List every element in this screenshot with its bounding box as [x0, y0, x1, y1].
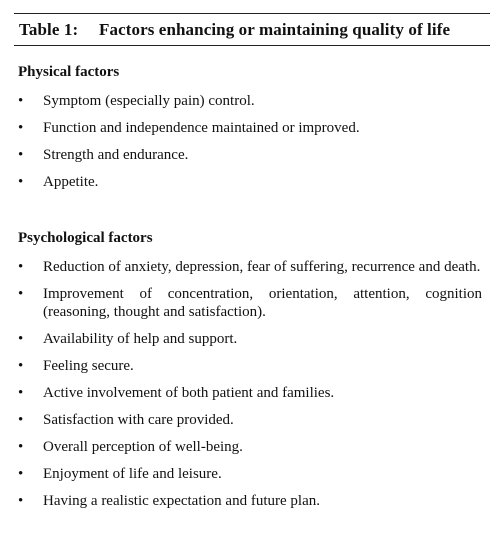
- list-item-text: Symptom (especially pain) control.: [43, 93, 255, 109]
- list-item-text: Availability of help and support.: [43, 331, 238, 347]
- bullet-icon: •: [18, 147, 24, 163]
- list-item: [18, 438, 482, 456]
- bullet-icon: •: [18, 466, 24, 482]
- psychological-factors-heading: Psychological factors: [18, 230, 153, 246]
- list-item-text: Strength and endurance.: [43, 147, 189, 163]
- list-item: [18, 357, 482, 375]
- list-item: [18, 285, 482, 321]
- bullet-icon: •: [18, 331, 24, 347]
- list-item-text: Feeling secure.: [43, 358, 134, 374]
- bullet-icon: •: [18, 385, 24, 401]
- bullet-icon: •: [18, 439, 24, 455]
- list-item: [18, 258, 482, 276]
- list-item: [18, 173, 482, 191]
- psychological-factors-list: [18, 258, 482, 519]
- list-item: [18, 92, 482, 110]
- bullet-icon: •: [18, 358, 24, 374]
- table-caption-block: [12, 13, 490, 46]
- list-item: [18, 330, 482, 348]
- list-item: [18, 492, 482, 510]
- list-item: [18, 146, 482, 164]
- table-title-text: Factors enhancing or maintaining quality of life: [99, 20, 451, 39]
- bullet-icon: •: [18, 412, 24, 428]
- list-item-text: Active involvement of both patient and families.: [43, 385, 335, 401]
- table-number: Table 1:: [19, 20, 79, 39]
- list-item-text: Appetite.: [43, 174, 99, 190]
- bullet-icon: •: [18, 93, 24, 109]
- bullet-icon: •: [18, 286, 24, 302]
- list-item-text: Enjoyment of life and leisure.: [43, 466, 222, 482]
- list-item: [18, 411, 482, 429]
- list-item: [18, 465, 482, 483]
- bullet-icon: •: [18, 174, 24, 190]
- bullet-icon: •: [18, 259, 24, 275]
- bullet-icon: •: [18, 493, 24, 509]
- list-item-text: Having a realistic expectation and future plan.: [43, 493, 320, 509]
- list-item-text: Overall perception of well-being.: [43, 439, 243, 455]
- list-item-text: Satisfaction with care provided.: [43, 412, 234, 428]
- list-item: [18, 119, 482, 137]
- bullet-icon: •: [18, 120, 24, 136]
- physical-factors-heading: Physical factors: [18, 64, 120, 80]
- list-item-text: Reduction of anxiety, depression, fear of suffering, recurrence and death.: [43, 259, 481, 275]
- title-rule: [14, 45, 490, 46]
- table-title: [12, 14, 490, 45]
- list-item-text: Improvement of concentration, orientation, attention, cognition (reasoning, thought and satisfaction).: [43, 286, 482, 320]
- physical-factors-list: [18, 92, 482, 200]
- list-item: [18, 384, 482, 402]
- list-item-text: Function and independence maintained or improved.: [43, 120, 360, 136]
